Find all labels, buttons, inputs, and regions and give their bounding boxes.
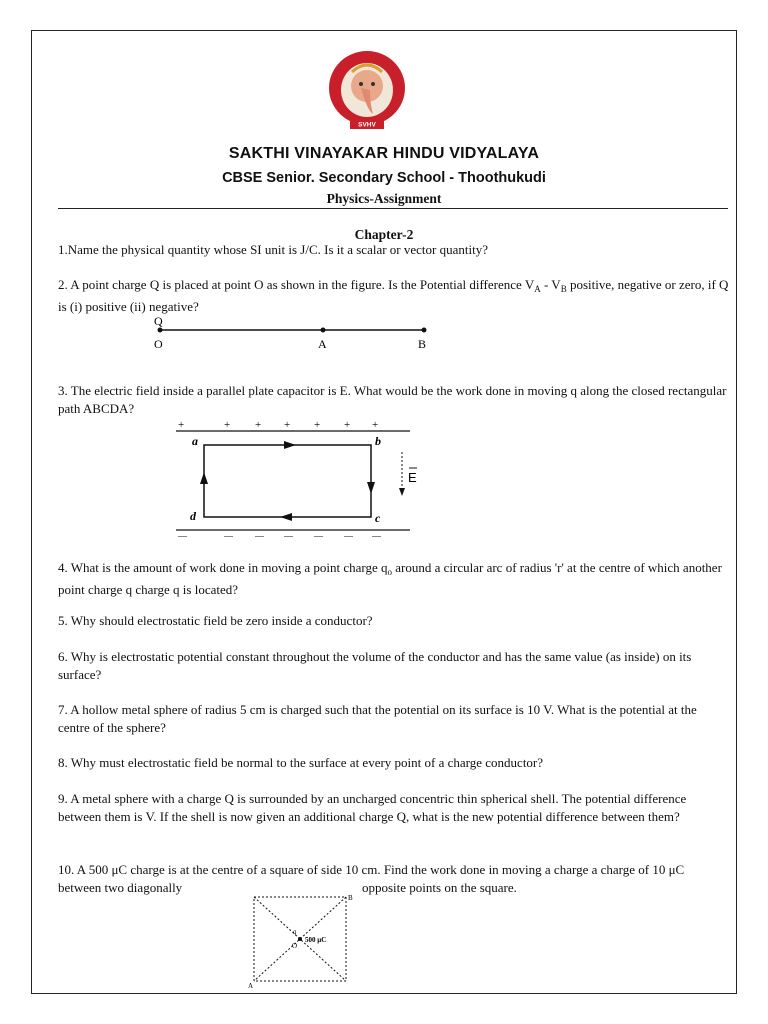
question-2-text-b: - V bbox=[540, 277, 561, 292]
question-4-text-b: around a circular arc of radius 'r' at the centre of which another point charge q charge q is located? bbox=[58, 560, 722, 597]
label-q-small: q bbox=[293, 928, 297, 936]
assignment-subject: Physics-Assignment bbox=[326, 191, 442, 206]
label-a: A bbox=[318, 337, 327, 351]
figure-point-charge-line bbox=[145, 312, 445, 356]
arrow-da bbox=[200, 472, 208, 484]
question-2 bbox=[58, 276, 730, 316]
question-6: 6. Why is electrostatic potential constant throughout the volume of the conductor and has the same value (as inside) on its surface? bbox=[58, 649, 692, 682]
question-10-continued: opposite points on the square. bbox=[362, 879, 662, 897]
corner-a: a bbox=[192, 434, 198, 448]
corner-b: b bbox=[375, 434, 381, 448]
point-o-dot bbox=[158, 328, 163, 333]
plus-sign: + bbox=[314, 419, 321, 431]
arrow-bc bbox=[367, 482, 375, 494]
question-2-text-c: positive, negative or zero, if Q is (i) positive (ii) negative? bbox=[58, 277, 729, 314]
field-arrow bbox=[399, 488, 405, 496]
point-a-dot bbox=[321, 328, 326, 333]
point-b-dot bbox=[422, 328, 427, 333]
centre-charge-dot bbox=[298, 937, 302, 941]
minus-sign: — bbox=[284, 531, 293, 541]
question-7: 7. A hollow metal sphere of radius 5 cm is charged such that the potential on its surface is 10 V. What is the potential at the centre of the sphere? bbox=[58, 702, 697, 735]
field-label-e: E bbox=[408, 470, 417, 485]
question-2-sub-a: A bbox=[534, 284, 541, 294]
minus-sign: — bbox=[224, 531, 233, 541]
label-b: B bbox=[418, 337, 427, 351]
label-q: Q bbox=[154, 314, 163, 328]
plus-sign: + bbox=[372, 419, 379, 431]
question-2-text-a: 2. A point charge Q is placed at point O as shown in the figure. Is the Potential difference V bbox=[58, 277, 535, 292]
figure-square-charge bbox=[244, 890, 360, 990]
school-subtitle: CBSE Senior. Secondary School - Thoothukudi bbox=[222, 170, 546, 186]
plus-sign: + bbox=[224, 419, 231, 431]
plus-sign: + bbox=[255, 419, 262, 431]
plus-sign: + bbox=[344, 419, 351, 431]
question-9: 9. A metal sphere with a charge Q is surrounded by an uncharged concentric thin spherical shell. The potential difference between them is V. If the shell is now given an additional charge Q, what is the new potential difference between them? bbox=[58, 791, 687, 824]
minus-sign: — bbox=[255, 531, 264, 541]
label-500uc: 500 μC bbox=[305, 936, 327, 944]
label-a-corner: A bbox=[248, 982, 254, 990]
figure-capacitor-path bbox=[174, 416, 434, 544]
question-4 bbox=[58, 559, 730, 599]
minus-sign: — bbox=[314, 531, 323, 541]
question-3: 3. The electric field inside a parallel plate capacitor is E. What would be the work done in moving q along the closed rectangular path ABCDA? bbox=[58, 383, 727, 416]
arrow-cd bbox=[280, 513, 292, 521]
school-logo bbox=[320, 48, 414, 136]
corner-d: d bbox=[190, 509, 196, 523]
school-name: SAKTHI VINAYAKAR HINDU VIDYALAYA bbox=[228, 145, 540, 162]
path-abcd bbox=[204, 445, 371, 517]
header-divider bbox=[58, 208, 728, 209]
plus-sign: + bbox=[284, 419, 291, 431]
arrow-ab bbox=[284, 441, 296, 449]
plus-sign: + bbox=[178, 419, 185, 431]
question-5: 5. Why should electrostatic field be zero inside a conductor? bbox=[58, 613, 373, 628]
minus-sign: — bbox=[344, 531, 353, 541]
label-o-small: O bbox=[292, 942, 298, 950]
corner-c: c bbox=[375, 511, 381, 525]
label-b-corner: B bbox=[348, 894, 353, 902]
question-10: 10. A 500 μC charge is at the centre of a square of side 10 cm. Find the work done in moving a charge a charge of 10 μC between two diagonally bbox=[58, 862, 685, 895]
question-4-sub: o bbox=[387, 567, 393, 577]
chapter-title: Chapter-2 bbox=[354, 227, 414, 242]
question-2-sub-b: B bbox=[560, 284, 567, 294]
logo-banner-text: SVHV bbox=[358, 121, 376, 129]
question-8: 8. Why must electrostatic field be normal to the surface at every point of a charge conductor? bbox=[58, 755, 544, 770]
question-1: 1.Name the physical quantity whose SI unit is J/C. Is it a scalar or vector quantity? bbox=[58, 242, 488, 257]
label-o: O bbox=[154, 337, 163, 351]
minus-sign: — bbox=[178, 531, 187, 541]
minus-sign: — bbox=[372, 531, 381, 541]
question-4-text-a: 4. What is the amount of work done in moving a point charge q bbox=[58, 560, 388, 575]
